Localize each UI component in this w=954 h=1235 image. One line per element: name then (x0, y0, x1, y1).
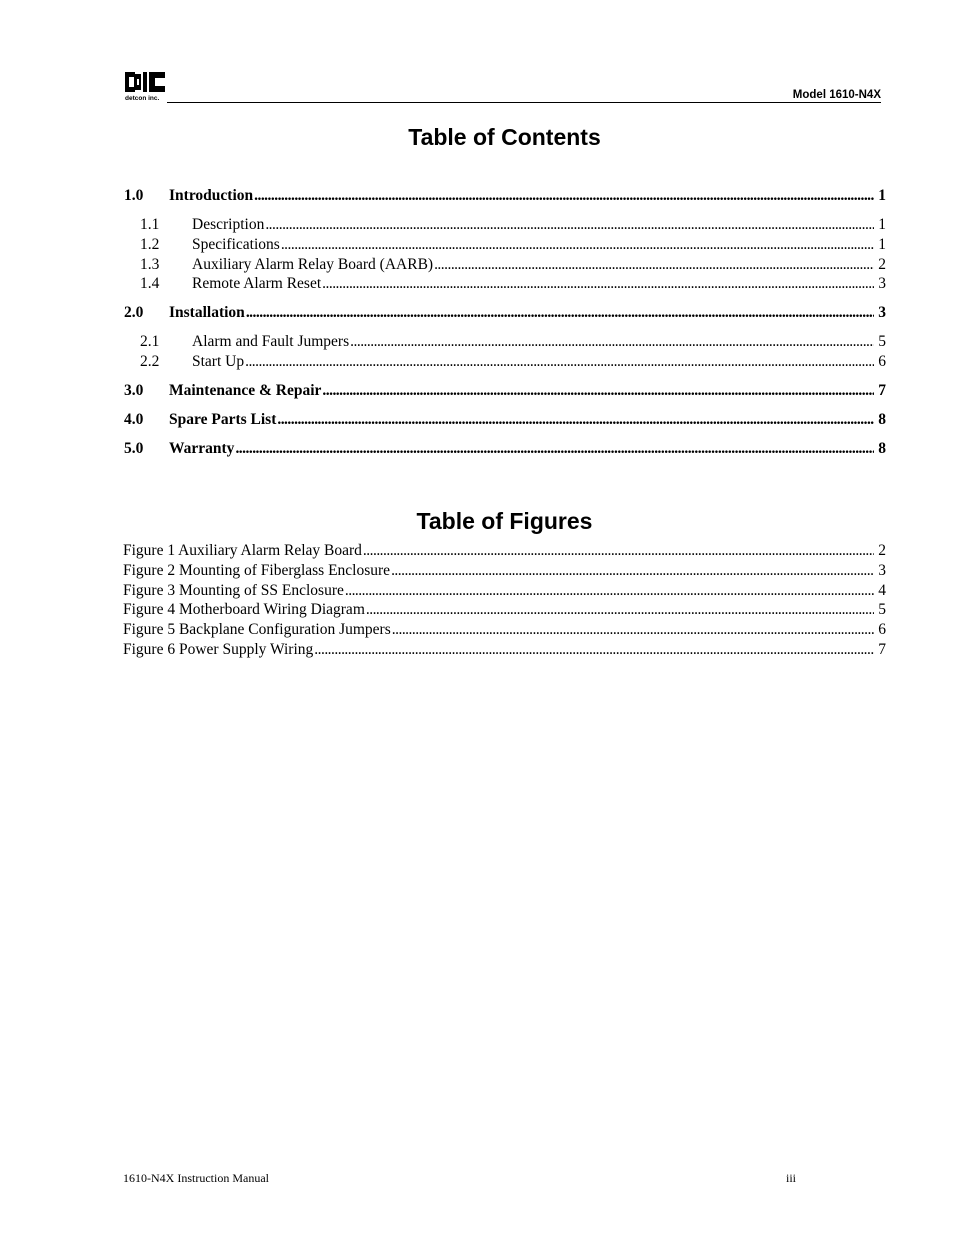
toc-entry-page: 1 (878, 187, 886, 204)
toc-entry[interactable] (140, 255, 886, 275)
dot-leader (277, 410, 874, 430)
figure-entry[interactable] (123, 640, 886, 660)
toc-entry-label: Warranty (169, 440, 235, 457)
dot-leader (366, 600, 874, 620)
dot-leader (322, 274, 874, 294)
figure-entry-label: Figure 4 Motherboard Wiring Diagram (123, 601, 365, 618)
tof-title: Table of Figures (416, 508, 593, 534)
toc-title: Table of Contents (408, 124, 601, 150)
dot-leader (345, 581, 874, 601)
figure-entry-label: Figure 5 Backplane Configuration Jumpers (123, 621, 391, 638)
toc-entry-page: 3 (878, 304, 886, 321)
dot-leader (434, 255, 874, 275)
dot-leader (363, 541, 874, 561)
toc-entry-number: 2.1 (140, 333, 160, 350)
figure-entry-label: Figure 2 Mounting of Fiberglass Enclosure (123, 562, 391, 579)
figure-entry-page: 6 (878, 621, 886, 638)
figure-entry[interactable] (123, 561, 886, 581)
toc-entry-number: 1.4 (140, 275, 160, 292)
toc-entry-page: 5 (878, 333, 886, 350)
toc-entry[interactable] (140, 332, 886, 352)
toc-entry-label: Spare Parts List (169, 411, 277, 428)
toc-entry-number: 1.3 (140, 256, 160, 273)
figure-entry-page: 5 (878, 601, 886, 618)
toc-entry[interactable] (140, 235, 886, 255)
toc-entry[interactable] (140, 215, 886, 235)
toc-entry-label: Auxiliary Alarm Relay Board (AARB) (192, 256, 434, 273)
toc-entry-page: 1 (878, 236, 886, 253)
footer-page-number: iii (786, 1171, 797, 1185)
toc-entry-page: 2 (878, 256, 886, 273)
figure-entry[interactable] (123, 541, 886, 561)
toc-entry-page: 8 (878, 440, 886, 457)
toc-entry-number: 1.0 (124, 187, 144, 204)
toc-entry[interactable] (140, 352, 886, 372)
dot-leader (265, 215, 874, 235)
figure-entry-label: Figure 3 Mounting of SS Enclosure (123, 582, 344, 599)
toc-entry-label: Specifications (192, 236, 280, 253)
toc-entry[interactable] (124, 439, 886, 459)
toc-entry[interactable] (124, 381, 886, 401)
toc-entry-label: Maintenance & Repair (169, 382, 322, 399)
figure-entry-label: Figure 6 Power Supply Wiring (123, 641, 314, 658)
toc-entry-label: Introduction (169, 187, 254, 204)
page-header (123, 70, 881, 104)
figure-entry-label: Figure 1 Auxiliary Alarm Relay Board (123, 542, 362, 559)
toc-entry[interactable] (124, 410, 886, 430)
header-model: Model 1610-N4X (792, 89, 881, 101)
toc-entry-number: 4.0 (124, 411, 144, 428)
toc-entry-number: 1.2 (140, 236, 160, 253)
toc-entry-number: 3.0 (124, 382, 144, 399)
figure-entry-page: 4 (878, 582, 886, 599)
toc-entry-label: Remote Alarm Reset (192, 275, 322, 292)
toc-entry-label: Start Up (192, 353, 245, 370)
dot-leader (392, 620, 874, 640)
toc-entry-page: 3 (878, 275, 886, 292)
figure-entry-page: 7 (878, 641, 886, 658)
dot-leader (245, 352, 874, 372)
dot-leader (246, 303, 874, 323)
dot-leader (314, 640, 874, 660)
figure-entry[interactable] (123, 620, 886, 640)
toc-entry-page: 7 (878, 382, 886, 399)
toc-entry-number: 1.1 (140, 216, 160, 233)
figure-entry-page: 2 (878, 542, 886, 559)
toc-entry-label: Alarm and Fault Jumpers (192, 333, 350, 350)
detcon-logo (123, 70, 169, 102)
toc-entry-label: Installation (169, 304, 245, 321)
toc-entry-number: 2.0 (124, 304, 144, 321)
toc-entry-page: 8 (878, 411, 886, 428)
dot-leader (350, 332, 874, 352)
header-rule (167, 102, 881, 103)
dot-leader (281, 235, 874, 255)
footer-manual-title: 1610-N4X Instruction Manual (123, 1171, 269, 1185)
toc-entry-page: 1 (878, 216, 886, 233)
dot-leader (254, 186, 874, 206)
figure-entry[interactable] (123, 581, 886, 601)
toc-entry[interactable] (124, 303, 886, 323)
toc-entry-label: Description (192, 216, 265, 233)
figure-entry-page: 3 (878, 562, 886, 579)
dot-leader (391, 561, 874, 581)
toc-entry-number: 2.2 (140, 353, 160, 370)
toc-entry-number: 5.0 (124, 440, 144, 457)
toc-entry-page: 6 (878, 353, 886, 370)
toc-entry[interactable] (140, 274, 886, 294)
dot-leader (322, 381, 874, 401)
figure-entry[interactable] (123, 600, 886, 620)
toc-entry[interactable] (124, 186, 886, 206)
svg-text:detcon inc.: detcon inc. (125, 95, 160, 102)
dot-leader (235, 439, 874, 459)
